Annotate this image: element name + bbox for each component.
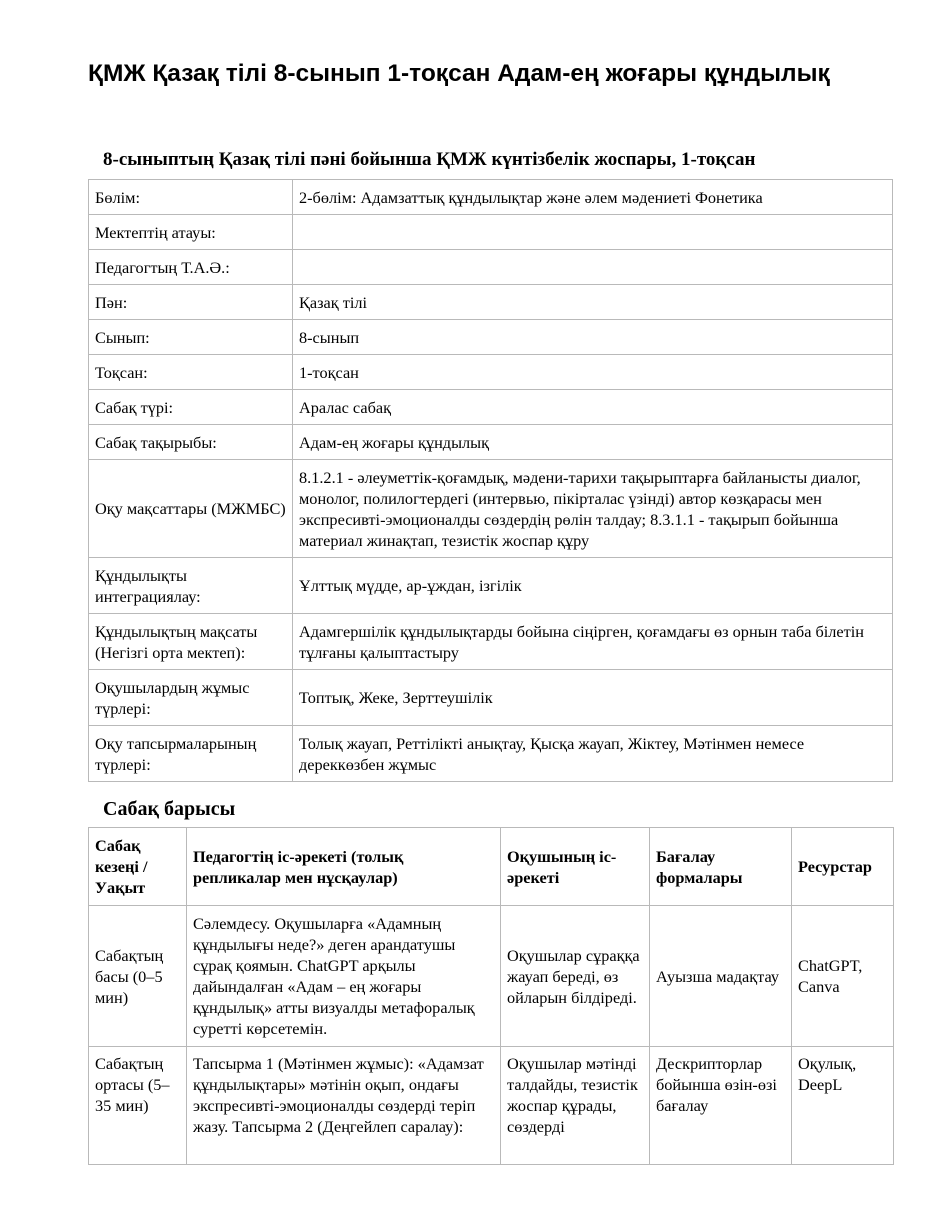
info-value: Ұлттық мүдде, ар-ұждан, ізгілік — [293, 558, 893, 614]
info-row — [89, 355, 893, 390]
info-label: Пән: — [89, 285, 293, 320]
info-value — [293, 250, 893, 285]
assessment-cell: Ауызша мадақтау — [650, 906, 792, 1047]
info-value: 8-сынып — [293, 320, 893, 355]
info-value: Топтық, Жеке, Зерттеушілік — [293, 670, 893, 726]
info-value: Толық жауап, Реттілікті анықтау, Қысқа жауап, Жіктеу, Мәтінмен немесе дереккөзбен жұмыс — [293, 726, 893, 782]
stage-cell: Сабақтың басы (0–5 мин) — [89, 906, 187, 1047]
info-row — [89, 320, 893, 355]
info-value: Адамгершілік құндылықтарды бойына сіңірген, қоғамдағы өз орнын таба білетін тұлғаны қалыптастыру — [293, 614, 893, 670]
info-value — [293, 215, 893, 250]
info-row — [89, 180, 893, 215]
info-label: Мектептің атауы: — [89, 215, 293, 250]
info-value: Адам-ең жоғары құндылық — [293, 425, 893, 460]
resources-header: Ресурстар — [792, 828, 894, 906]
lesson-row — [89, 906, 894, 1047]
info-label: Сабақ түрі: — [89, 390, 293, 425]
teacher-activity-header: Педагогтің іс-әрекеті (толық репликалар мен нұсқаулар) — [187, 828, 501, 906]
lesson-flow-table — [88, 827, 894, 1165]
document-title: ҚМЖ Қазақ тілі 8-сынып 1-тоқсан Адам-ең жоғары құндылық — [88, 60, 830, 87]
info-label: Сынып: — [89, 320, 293, 355]
info-row — [89, 558, 893, 614]
info-row — [89, 425, 893, 460]
info-value: 1-тоқсан — [293, 355, 893, 390]
stage-header: Сабақ кезеңі / Уақыт — [89, 828, 187, 906]
info-label: Оқу тапсырмаларының түрлері: — [89, 726, 293, 782]
lesson-row — [89, 1047, 894, 1165]
info-label: Құндылықты интеграциялау: — [89, 558, 293, 614]
lesson-info-table — [88, 179, 893, 782]
info-label: Тоқсан: — [89, 355, 293, 390]
resources-cell: Оқулық, DeepL — [792, 1047, 894, 1165]
info-row — [89, 726, 893, 782]
info-label: Сабақ тақырыбы: — [89, 425, 293, 460]
info-row — [89, 250, 893, 285]
info-row — [89, 460, 893, 558]
plan-heading: 8-сыныптың Қазақ тілі пәні бойынша ҚМЖ күнтізбелік жоспары, 1-тоқсан — [103, 149, 756, 170]
teacher-activity-cell: Сәлемдесу. Оқушыларға «Адамның құндылығы неде?» деген арандатушы сұрақ қоямын. ChatGPT арқылы дайындалған «Адам – ең жоғары құндылық» атты визуалды метафоралық суретті көрсетемін. — [187, 906, 501, 1047]
student-activity-cell: Оқушылар мәтінді талдайды, тезистік жоспар құрады, сөздерді — [501, 1047, 650, 1165]
info-label: Педагогтың Т.А.Ә.: — [89, 250, 293, 285]
info-label: Оқушылардың жұмыс түрлері: — [89, 670, 293, 726]
lesson-flow-heading: Сабақ барысы — [103, 798, 236, 820]
info-row — [89, 614, 893, 670]
student-activity-header: Оқушының іс-әрекеті — [501, 828, 650, 906]
info-row — [89, 285, 893, 320]
info-row — [89, 390, 893, 425]
info-value: Қазақ тілі — [293, 285, 893, 320]
info-value: 8.1.2.1 - әлеуметтік-қоғамдық, мәдени-тарихи тақырыптарға байланысты диалог, монолог, полилогтердегі (интервью, пікірталас үзінді) автор көзқарасы мен экспресивті-эмоционалды сөздердің рөлін талдау; 8.3.1.1 - тақырып бойынша материал жинақтап, тезистік жоспар құру — [293, 460, 893, 558]
teacher-activity-cell: Тапсырма 1 (Мәтінмен жұмыс): «Адамзат құндылықтары» мәтінін оқып, ондағы экспресивті-эмоционалды сөздерді теріп жазу. Тапсырма 2 (Деңгейлеп саралау): — [187, 1047, 501, 1165]
resources-cell: ChatGPT, Canva — [792, 906, 894, 1047]
assessment-cell: Дескрипторлар бойынша өзін-өзі бағалау — [650, 1047, 792, 1165]
lesson-flow-header-row — [89, 828, 894, 906]
stage-cell: Сабақтың ортасы (5–35 мин) — [89, 1047, 187, 1165]
info-label: Оқу мақсаттары (МЖМБС) — [89, 460, 293, 558]
info-value: 2-бөлім: Адамзаттық құндылықтар және әлем мәдениеті Фонетика — [293, 180, 893, 215]
info-label: Бөлім: — [89, 180, 293, 215]
assessment-header: Бағалау формалары — [650, 828, 792, 906]
info-value: Аралас сабақ — [293, 390, 893, 425]
student-activity-cell: Оқушылар сұраққа жауап береді, өз ойларын білдіреді. — [501, 906, 650, 1047]
info-row — [89, 215, 893, 250]
info-row — [89, 670, 893, 726]
info-label: Құндылықтың мақсаты (Негізгі орта мектеп): — [89, 614, 293, 670]
